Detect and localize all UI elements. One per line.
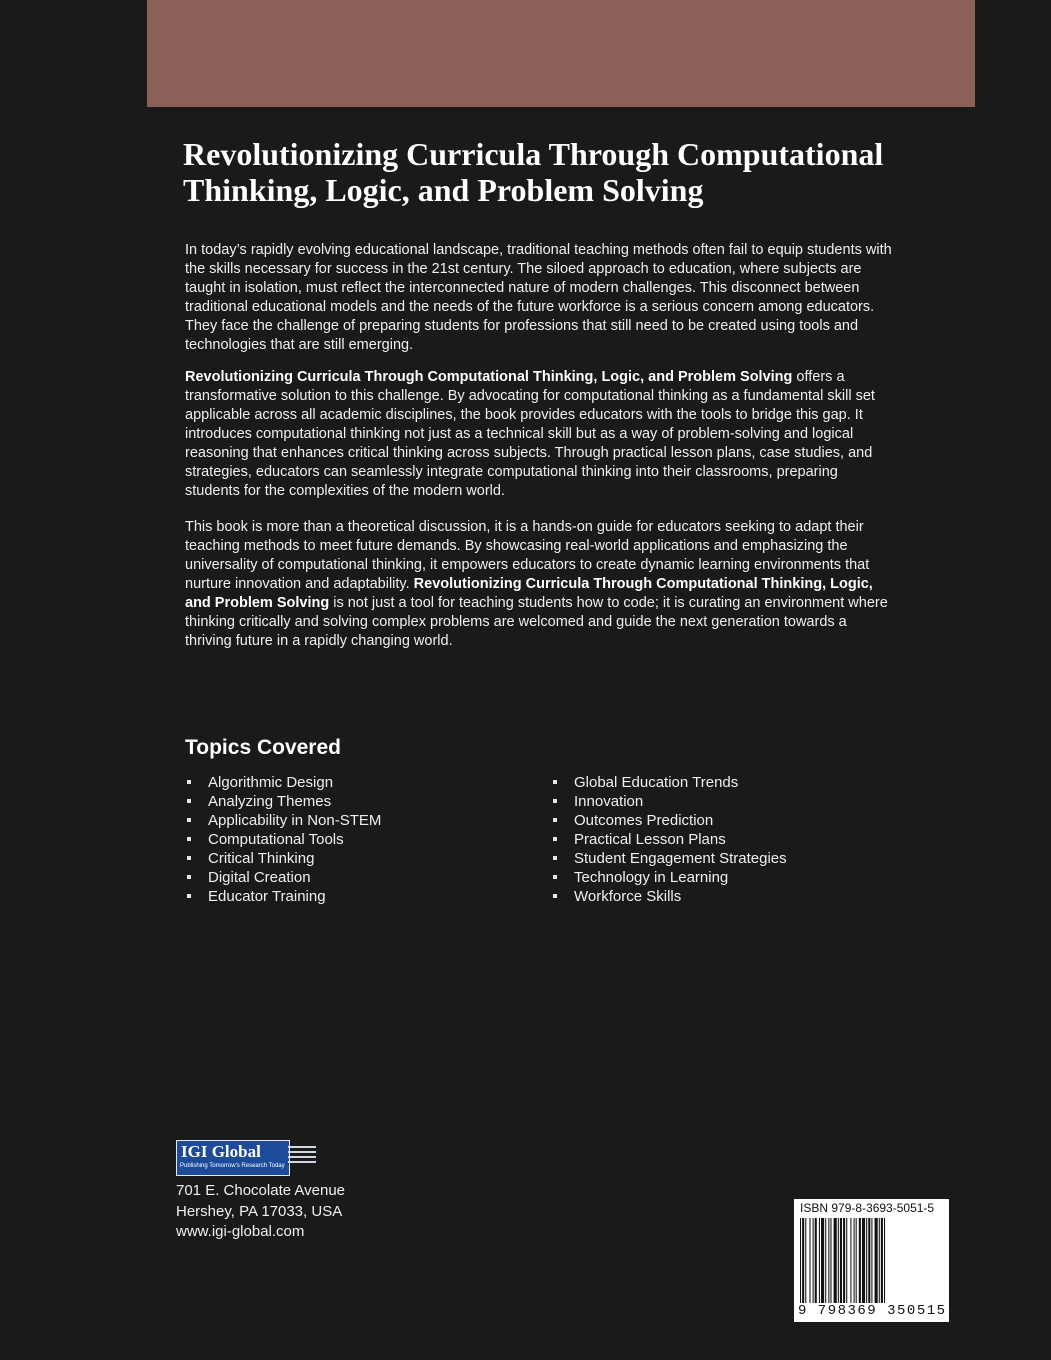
publisher-website: www.igi-global.com bbox=[176, 1223, 305, 1240]
book-title bbox=[183, 136, 943, 208]
barcode-bar bbox=[809, 1218, 810, 1303]
bullet-icon bbox=[553, 894, 557, 898]
barcode-bar bbox=[828, 1218, 829, 1303]
bullet-icon bbox=[553, 875, 557, 879]
topics-list-right bbox=[553, 773, 787, 906]
bullet-icon bbox=[187, 856, 191, 860]
topic-label: Outcomes Prediction bbox=[574, 812, 714, 829]
description-paragraph-2 bbox=[185, 368, 895, 501]
barcode-bar bbox=[800, 1218, 801, 1303]
description-paragraph-1: In today’s rapidly evolving educational landscape, traditional teaching methods often fail to equip students with the skills necessary for success in the 21st century. The siloed approach to education, where subjects are taught in isolation, must reflect the interconnected nature of modern challenges. This disconnect between traditional educational models and the needs of the future workforce is a serious concern among educators. They face the challenge of preparing students for professions that still need to be created using tools and technologies that are still emerging. bbox=[185, 242, 892, 353]
topic-item bbox=[553, 868, 787, 887]
barcode-bar bbox=[834, 1218, 837, 1303]
logo-name: IGI Global bbox=[181, 1142, 261, 1161]
bullet-icon bbox=[187, 780, 191, 784]
description-paragraph-2-text: offers a transformative solution to this challenge. By advocating for computational thinking as a fundamental skill set applicable across all academic disciplines, the book provides educators with the tools to bridge this gap. It introduces computational thinking not just as a technical skill but as a way of problem-solving and logical reasoning that enhances critical thinking across subjects. Through practical lesson plans, case studies, and strategies, educators can seamlessly integrate computational thinking into their classrooms, preparing students for the complexities of the modern world. bbox=[185, 369, 875, 499]
description-paragraph-3-end: is not just a tool for teaching students how to code; it is curating an environment where thinking critically and solving complex problems are welcomed and guide the next generation towards a thriving future in a rapidly changing world. bbox=[185, 595, 888, 649]
topic-label: Student Engagement Strategies bbox=[574, 850, 787, 867]
barcode-bars bbox=[800, 1218, 943, 1303]
barcode-bar bbox=[871, 1218, 872, 1303]
barcode-bar bbox=[879, 1218, 880, 1303]
topic-item bbox=[553, 887, 787, 906]
topic-label: Critical Thinking bbox=[208, 850, 315, 867]
topic-item bbox=[553, 811, 787, 830]
barcode-bar bbox=[850, 1218, 851, 1303]
barcode-bar bbox=[854, 1218, 855, 1303]
topic-item bbox=[187, 830, 381, 849]
barcode-bar bbox=[846, 1218, 847, 1303]
logo-box bbox=[176, 1140, 290, 1176]
barcode-bar bbox=[868, 1218, 870, 1303]
barcode-bar bbox=[802, 1218, 804, 1303]
bullet-icon bbox=[553, 837, 557, 841]
bullet-icon bbox=[187, 837, 191, 841]
topic-label: Analyzing Themes bbox=[208, 793, 332, 810]
publisher-logo bbox=[176, 1140, 316, 1176]
barcode-digits: 9 798369 350515 bbox=[798, 1303, 947, 1319]
barcode-bar bbox=[819, 1218, 820, 1303]
topic-label: Digital Creation bbox=[208, 869, 311, 886]
topic-item bbox=[187, 849, 381, 868]
bullet-icon bbox=[187, 894, 191, 898]
bullet-icon bbox=[553, 780, 557, 784]
description-paragraph-3 bbox=[185, 518, 895, 651]
barcode-bar bbox=[813, 1218, 814, 1303]
topic-label: Innovation bbox=[574, 793, 644, 810]
book-title-line-2: Thinking, Logic, and Problem Solving bbox=[183, 172, 704, 208]
topic-label: Global Education Trends bbox=[574, 774, 739, 791]
topics-heading: Topics Covered bbox=[185, 736, 341, 759]
barcode-bar bbox=[862, 1218, 865, 1303]
barcode-bar bbox=[843, 1218, 845, 1303]
barcode-bar bbox=[830, 1218, 831, 1303]
barcode-bar bbox=[805, 1218, 806, 1303]
barcode-bar bbox=[875, 1218, 878, 1303]
topic-label: Practical Lesson Plans bbox=[574, 831, 726, 848]
barcode-bar bbox=[838, 1218, 839, 1303]
topic-label: Technology in Learning bbox=[574, 869, 729, 886]
topic-item bbox=[187, 773, 381, 792]
barcode-bar bbox=[884, 1218, 885, 1303]
bullet-icon bbox=[187, 818, 191, 822]
book-title-inline: Revolutionizing Curricula Through Computational Thinking, Logic, and Problem Solving bbox=[185, 369, 793, 385]
isbn-label: ISBN 979-8-3693-5051-5 bbox=[800, 1201, 935, 1215]
bullet-icon bbox=[553, 818, 557, 822]
barcode-bar bbox=[840, 1218, 842, 1303]
topic-item bbox=[553, 849, 787, 868]
address-street: 701 E. Chocolate Avenue bbox=[176, 1182, 346, 1199]
description-paragraph-3-start: This book is more than a theoretical discussion, it is a hands-on guide for educators seeking to adapt their teaching methods to meet future demands. By showcasing real-world applications and emphasizing the universality of computational thinking, it empowers educators to create dynamic learning environments that nurture innovation and adaptability. bbox=[185, 519, 870, 592]
barcode-bar bbox=[815, 1218, 817, 1303]
barcode-bar bbox=[856, 1218, 857, 1303]
bullet-icon bbox=[553, 856, 557, 860]
topic-item bbox=[187, 887, 381, 906]
logo-stripes-icon bbox=[288, 1146, 316, 1168]
book-title-line-1: Revolutionizing Curricula Through Computational bbox=[183, 136, 884, 172]
topic-item bbox=[187, 811, 381, 830]
logo-tagline: Publishing Tomorrow's Research Today bbox=[180, 1163, 285, 1169]
topic-label: Algorithmic Design bbox=[208, 774, 334, 791]
cover-top-band bbox=[147, 0, 975, 107]
publisher-address bbox=[176, 1181, 345, 1243]
topic-item bbox=[187, 868, 381, 887]
bullet-icon bbox=[553, 799, 557, 803]
address-city: Hershey, PA 17033, USA bbox=[176, 1202, 343, 1220]
topic-label: Educator Training bbox=[208, 888, 326, 905]
topic-label: Computational Tools bbox=[208, 831, 344, 848]
barcode-bar bbox=[821, 1218, 824, 1303]
topic-item bbox=[187, 792, 381, 811]
barcode-bar bbox=[825, 1218, 826, 1303]
topic-item bbox=[553, 792, 787, 811]
book-title-inline: Revolutionizing Curricula Through Computational Thinking, Logic, and Problem Solving bbox=[185, 576, 873, 611]
topic-item bbox=[553, 773, 787, 792]
bullet-icon bbox=[187, 799, 191, 803]
topic-label: Applicability in Non-STEM bbox=[208, 812, 382, 829]
barcode-bar bbox=[866, 1218, 867, 1303]
topic-item bbox=[553, 830, 787, 849]
bullet-icon bbox=[187, 875, 191, 879]
topics-list-left bbox=[187, 773, 381, 906]
topic-label: Workforce Skills bbox=[574, 888, 682, 905]
isbn-barcode bbox=[794, 1199, 949, 1322]
barcode-bar bbox=[881, 1218, 883, 1303]
barcode-bar bbox=[859, 1218, 861, 1303]
